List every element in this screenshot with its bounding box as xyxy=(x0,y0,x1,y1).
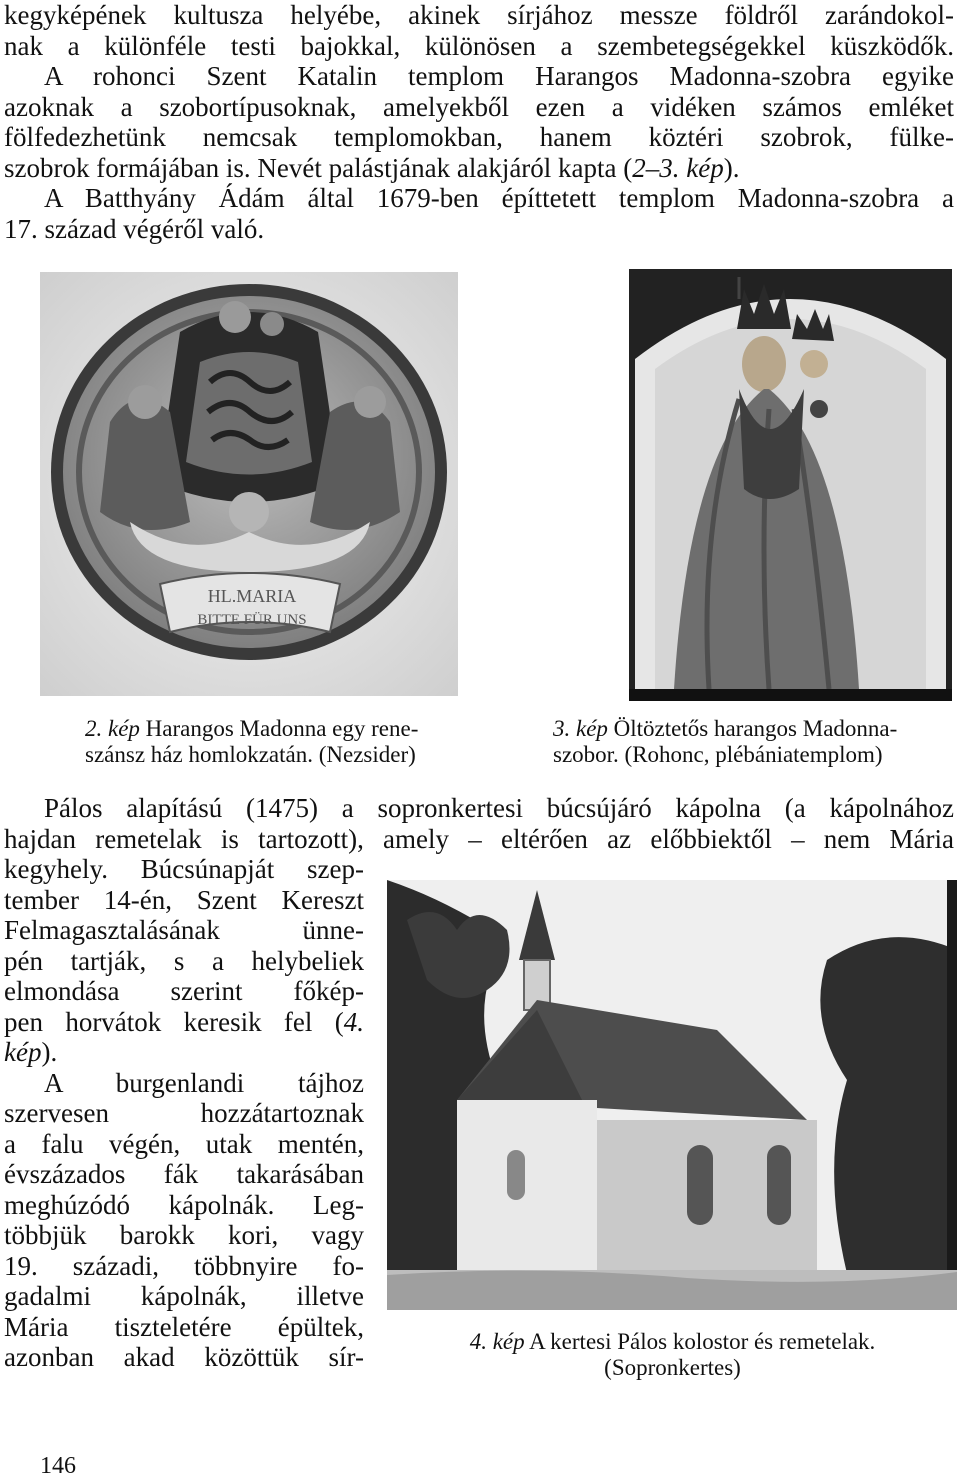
paragraph-line: Pálos alapítású (1475) a sopronkertesi búcsújáró kápolna (a kápolnához xyxy=(44,793,954,823)
figure-reference: 2–3. kép xyxy=(632,152,724,183)
caption-line xyxy=(553,716,958,742)
caption-number: 3. kép xyxy=(553,716,608,741)
paragraph-line: fölfedezhetünk nemcsak templomokban, hanem köztéri szobrok, fülke- xyxy=(4,122,954,152)
figure-3-caption xyxy=(553,716,958,768)
caption-line: szobor. (Rohonc, plébániatemplom) xyxy=(553,742,883,767)
caption-line xyxy=(400,1329,945,1355)
chapel-image xyxy=(387,880,957,1310)
intro-line: kegyképének kultusza helyébe, akinek sírjához messze földről zarándokol- xyxy=(4,0,954,30)
paragraph-line: évszázados fák takarásában xyxy=(4,1159,364,1189)
caption-number: 4. kép xyxy=(469,1329,525,1354)
batthyany-paragraph xyxy=(4,183,954,244)
caption-line: szánsz ház homlokzatán. (Nezsider) xyxy=(85,742,416,767)
paragraph-line xyxy=(4,1037,364,1068)
page-number: 146 xyxy=(40,1453,76,1479)
caption-line xyxy=(85,716,465,742)
paragraph-line: meghúzódó kápolnák. Leg- xyxy=(4,1189,364,1220)
rohonc-paragraph xyxy=(4,61,954,183)
figure-4-caption xyxy=(400,1329,945,1381)
plaque-inscription-2: BITTE FÜR UNS xyxy=(197,612,307,628)
paragraph-line xyxy=(4,1007,364,1038)
figure-reference: 4. xyxy=(343,1006,364,1037)
paragraph-line: tember 14-én, Szent Kereszt xyxy=(4,884,364,915)
narrow-text-column xyxy=(4,854,364,1373)
paragraph-line: gadalmi kápolnák, illetve xyxy=(4,1281,364,1311)
paragraph-line: 19. századi, többnyire fo- xyxy=(4,1250,364,1281)
figure-2-caption xyxy=(85,716,465,768)
intro-paragraph xyxy=(4,0,954,61)
text-fragment: pen horvátok keresik fel ( xyxy=(4,1006,344,1037)
figure-2-photo xyxy=(40,272,458,696)
paragraph-line: hajdan remetelak is tartozott), amely – eltérően az előbbiektől – nem Mária xyxy=(4,823,954,854)
figure-4-photo xyxy=(387,880,957,1310)
madonna-statue-image xyxy=(629,269,952,701)
caption-number: 2. kép xyxy=(85,716,140,741)
text-fragment: szobrok formájában is. Nevét palástjának alakjáról kapta ( xyxy=(4,152,633,183)
paragraph-line: a falu végén, utak mentén, xyxy=(4,1128,364,1159)
text-fragment: ). xyxy=(723,152,740,183)
madonna-relief-image xyxy=(40,272,458,696)
paragraph-line: azonban akad közöttük sír- xyxy=(4,1342,364,1372)
caption-text: Öltöztetős harangos Madonna- xyxy=(613,716,898,741)
paragraph-line: A rohonci Szent Katalin templom Harangos Madonna-szobra egyike xyxy=(44,61,954,91)
paragraph-line xyxy=(4,153,954,184)
plaque-inscription-1: HL.MARIA xyxy=(207,586,297,606)
palos-paragraph xyxy=(4,793,954,854)
figure-reference: kép xyxy=(4,1037,42,1067)
paragraph-line: pén tartják, s a helybeliek xyxy=(4,945,364,976)
paragraph-line: szervesen hozzátartoznak xyxy=(4,1098,364,1128)
paragraph-line: kegyhely. Búcsúnapját szep- xyxy=(4,854,364,884)
caption-text: A kertesi Pálos kolostor és remetelak. xyxy=(529,1329,876,1354)
paragraph-line: A burgenlandi tájhoz xyxy=(44,1067,364,1098)
caption-line: (Sopronkertes) xyxy=(604,1355,741,1380)
paragraph-line: A Batthyány Ádám által 1679-ben építtetett templom Madonna-szobra a xyxy=(44,183,954,213)
paragraph-line: többjük barokk kori, vagy xyxy=(4,1220,364,1250)
text-fragment: ). xyxy=(41,1037,58,1067)
paragraph-line: 17. század végéről való. xyxy=(4,213,265,244)
paragraph-line: elmondása szerint főkép- xyxy=(4,976,364,1006)
paragraph-line: Mária tiszteletére épültek, xyxy=(4,1311,364,1342)
paragraph-line: Felmagasztalásának ünne- xyxy=(4,915,364,945)
caption-text: Harangos Madonna egy rene- xyxy=(145,716,419,741)
intro-line: nak a különféle testi bajokkal, különösen a szembetegségekkel küszködők. xyxy=(4,30,954,61)
figure-3-photo xyxy=(629,269,952,701)
paragraph-line: azoknak a szobortípusoknak, amelyekből ezen a vidéken számos emléket xyxy=(4,91,954,122)
